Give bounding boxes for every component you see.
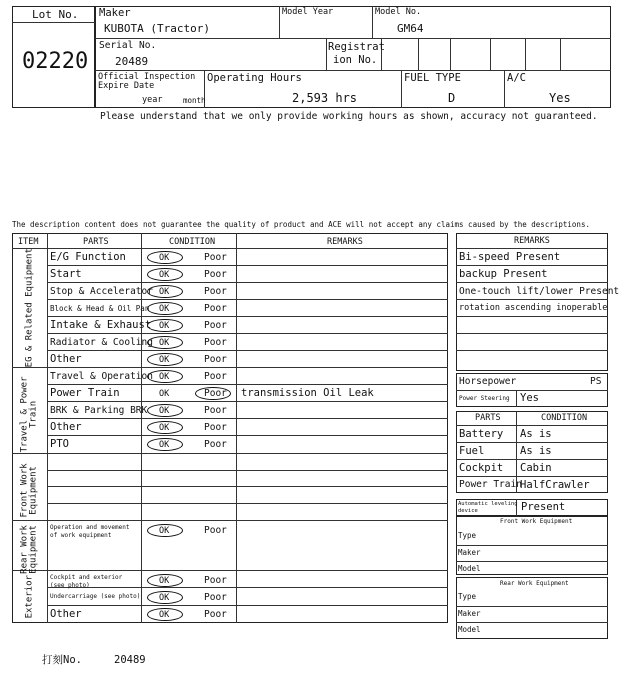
lot-label: Lot No.	[32, 8, 79, 21]
header-remarks: REMARKS	[327, 237, 363, 247]
poor-option[interactable]: Poor	[204, 439, 227, 450]
rear-model-label: Model	[458, 625, 481, 634]
stamp-label: 打刻No.	[42, 654, 82, 666]
ok-option[interactable]: OK	[159, 372, 170, 382]
remarks-header: REMARKS	[514, 236, 550, 246]
remark-line: backup Present	[459, 268, 548, 280]
model-no-value: GM64	[397, 22, 424, 35]
horsepower-label: Horsepower	[459, 376, 517, 387]
part-pto: PTO	[50, 438, 69, 450]
cockpit-label: Cockpit	[459, 462, 504, 474]
ac-label: A/C	[507, 72, 526, 84]
auto-level-label-2: device	[458, 508, 478, 514]
ok-option[interactable]: OK	[159, 338, 170, 348]
part-intake-exhaust: Intake & Exhaust	[50, 319, 152, 331]
power-train-label: Power Train	[459, 479, 522, 490]
poor-option[interactable]: Poor	[204, 252, 227, 263]
part-rear-operation: Operation and movement of work equipment	[50, 524, 130, 539]
serial-value: 20489	[115, 55, 149, 68]
part-travel-operation: Travel & Operation	[50, 371, 153, 382]
rear-maker-label: Maker	[458, 609, 481, 618]
power-steering-label: Power Steering	[459, 395, 510, 402]
part-exterior-other: Other	[50, 608, 82, 620]
battery-value: As is	[520, 428, 552, 440]
group-travel-label: Travel & Power Train	[19, 376, 39, 453]
fuel-part-value: As is	[520, 445, 552, 457]
part-block-head-oil-pan: Block & Head & Oil Pan	[50, 304, 150, 313]
poor-option[interactable]: Poor	[204, 525, 227, 536]
poor-option[interactable]: Poor	[204, 269, 227, 280]
ok-option[interactable]: OK	[159, 321, 170, 331]
poor-option[interactable]: Poor	[204, 609, 227, 620]
ok-option[interactable]: OK	[159, 355, 170, 365]
auto-level-value: Present	[521, 501, 566, 513]
ok-option[interactable]: OK	[159, 253, 170, 263]
horsepower-unit: PS	[590, 376, 602, 387]
poor-option[interactable]: Poor	[204, 354, 227, 365]
stamp-value: 20489	[114, 654, 146, 666]
ok-option[interactable]: OK	[159, 287, 170, 297]
front-maker-label: Maker	[458, 548, 481, 557]
group-exterior-label: Exterior	[24, 575, 35, 619]
poor-option[interactable]: Poor	[204, 303, 227, 314]
ok-option[interactable]: OK	[159, 526, 170, 536]
ok-option[interactable]: OK	[159, 270, 170, 280]
power-train-value: HalfCrawler	[520, 479, 590, 491]
poor-option[interactable]: Poor	[204, 592, 227, 603]
poor-option[interactable]: Poor	[204, 388, 227, 399]
serial-label: Serial No.	[99, 40, 157, 51]
remark-line: One-touch lift/lower Present	[459, 286, 620, 297]
part-undercarriage: Undercarriage (see photo)	[50, 593, 141, 600]
maker-value: KUBOTA (Tractor)	[104, 22, 210, 35]
fuel-part-label: Fuel	[459, 445, 485, 457]
poor-option[interactable]: Poor	[204, 320, 227, 331]
battery-label: Battery	[459, 428, 504, 440]
part-power-train: Power Train	[50, 387, 120, 399]
lot-number: 02220	[22, 49, 89, 74]
part-eg-function: E/G Function	[50, 251, 126, 263]
front-equipment-header: Front Work Equipment	[500, 518, 573, 525]
model-no-label: Model No.	[375, 7, 422, 17]
hours-note: Please understand that we only provide working hours as shown, accuracy not guaranteed.	[100, 111, 598, 122]
inspection-label-1: Official Inspection	[98, 72, 196, 82]
ok-option[interactable]: OK	[159, 423, 170, 433]
hours-value: 2,593 hrs	[292, 91, 358, 105]
front-type-label: Type	[458, 531, 477, 540]
maker-label: Maker	[99, 7, 131, 19]
inspection-label-2: Expire Date	[98, 81, 155, 91]
poor-option[interactable]: Poor	[204, 286, 227, 297]
registration-label-2: ion No.	[333, 54, 378, 66]
registration-label-1: Registrat	[328, 41, 385, 53]
header-item: ITEM	[18, 237, 39, 247]
fuel-value: D	[448, 91, 456, 105]
part-travel-other: Other	[50, 421, 82, 433]
poor-option[interactable]: Poor	[204, 405, 227, 416]
condition-header: CONDITION	[541, 413, 588, 423]
group-eg-label: EG & Related Equipment	[24, 248, 35, 368]
year-label: year	[142, 95, 163, 105]
part-eg-other: Other	[50, 353, 82, 365]
cockpit-value: Cabin	[520, 462, 552, 474]
month-label: month	[183, 96, 206, 105]
ac-value: Yes	[549, 91, 571, 105]
header-parts: PARTS	[83, 237, 109, 247]
auto-level-label-1: Automatic leveling	[458, 501, 518, 507]
parts-header: PARTS	[475, 413, 501, 423]
rear-type-label: Type	[458, 592, 477, 601]
remark-line: Bi-speed Present	[459, 251, 561, 263]
part-brk-parking: BRK & Parking BRK	[50, 405, 148, 416]
part-stop-accelerator: Stop & Accelerator	[50, 286, 153, 297]
ok-option[interactable]: OK	[159, 440, 170, 450]
rear-equipment-header: Rear Work Equipment	[500, 580, 569, 587]
disclaimer: The description content does not guarantee the quality of product and ACE will not accept any claims caused by the descriptions.	[12, 220, 590, 229]
remark-line: rotation ascending inoperable	[459, 303, 608, 313]
hours-label: Operating Hours	[207, 72, 302, 84]
part-cockpit-exterior: Cockpit and exterior (see photo)	[50, 574, 123, 589]
front-model-label: Model	[458, 564, 481, 573]
poor-option[interactable]: Poor	[204, 575, 227, 586]
ok-option[interactable]: OK	[159, 610, 170, 620]
header-condition: CONDITION	[169, 237, 216, 247]
poor-option[interactable]: Poor	[204, 422, 227, 433]
fuel-label: FUEL TYPE	[404, 72, 461, 84]
ok-option[interactable]: OK	[159, 389, 170, 399]
ok-option[interactable]: OK	[159, 406, 170, 416]
ok-option[interactable]: OK	[159, 304, 170, 314]
ok-option[interactable]: OK	[159, 593, 170, 603]
poor-option[interactable]: Poor	[204, 371, 227, 382]
poor-option[interactable]: Poor	[204, 337, 227, 348]
group-rear-label: Rear Work Equipment	[19, 525, 39, 574]
group-front-label: Front Work Equipment	[19, 463, 39, 518]
remark-power-train: transmission Oil Leak	[241, 387, 374, 399]
part-radiator-cooling: Radiator & Cooling	[50, 337, 153, 348]
model-year-label: Model Year	[282, 7, 334, 17]
ok-option[interactable]: OK	[159, 576, 170, 586]
power-steering-value: Yes	[520, 392, 539, 404]
part-start: Start	[50, 268, 82, 280]
